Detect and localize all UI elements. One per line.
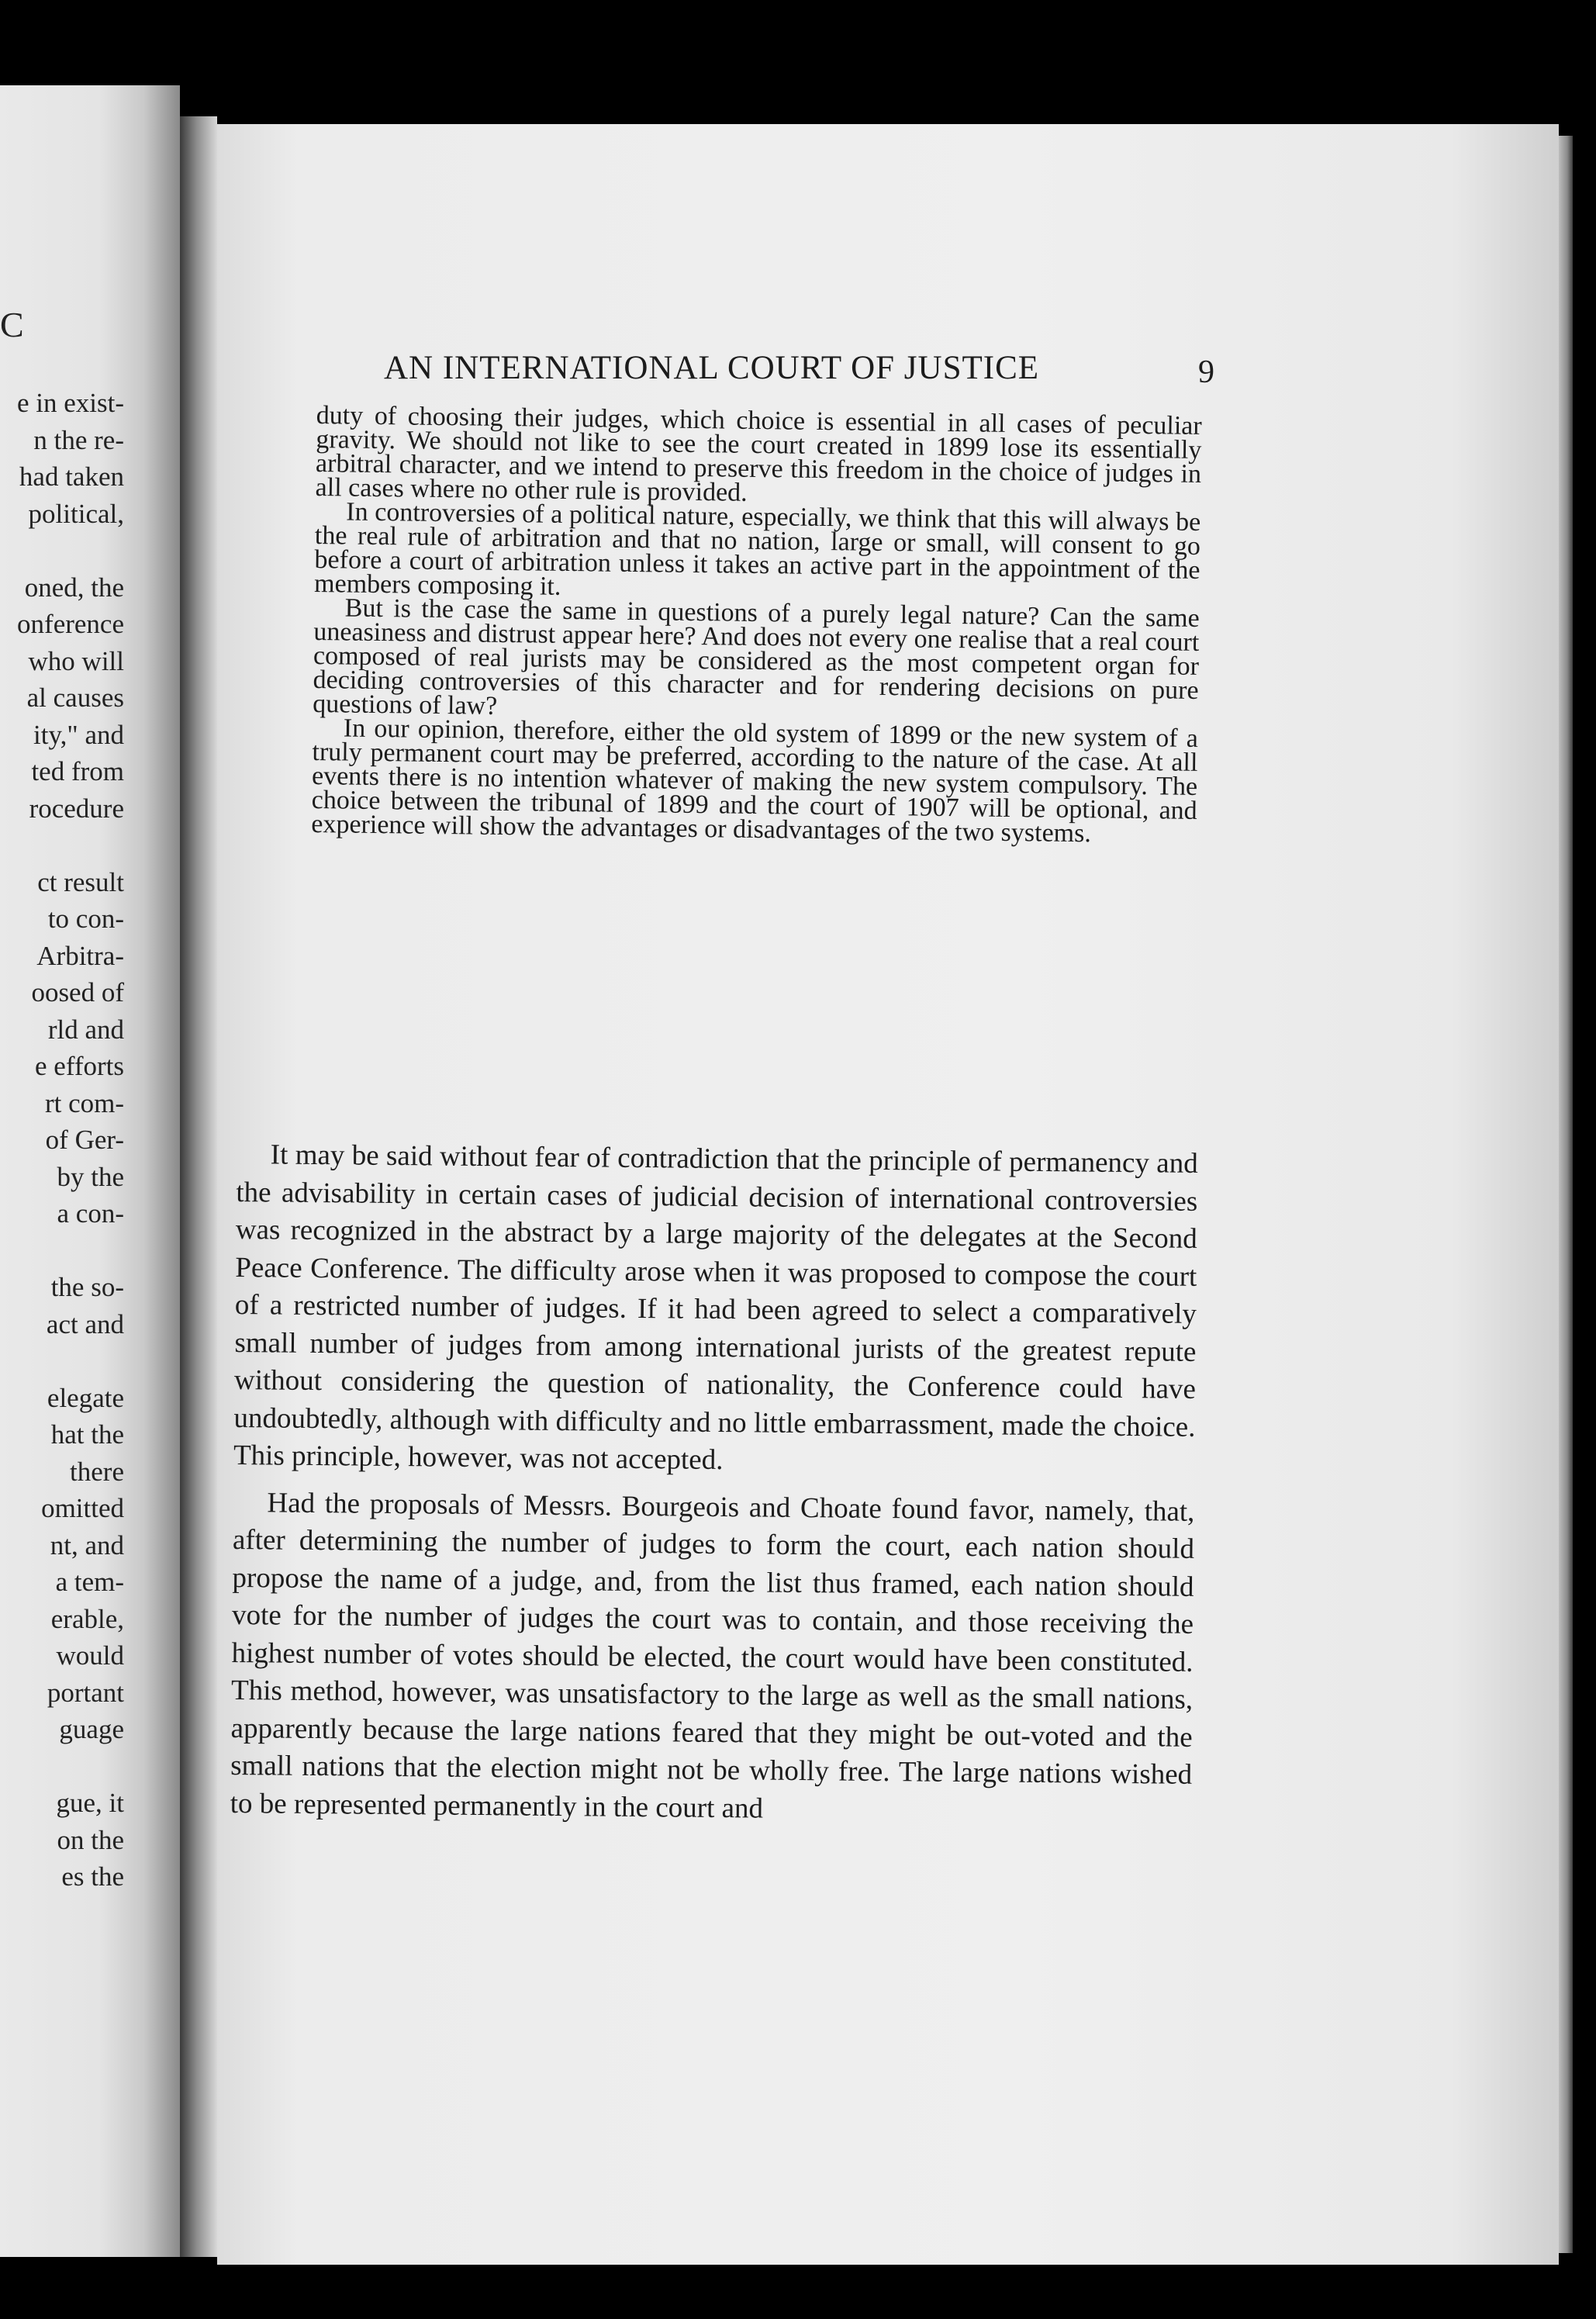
left-page-fragment: by the [57, 1161, 124, 1192]
left-page-fragment: guage [59, 1714, 124, 1744]
left-page-fragment: n the re- [33, 424, 124, 455]
left-page-fragment: oned, the [24, 572, 124, 603]
left-page-fragment: e efforts [35, 1051, 124, 1081]
left-page-fragment: who will [28, 645, 124, 676]
left-page-fragment: erable, [50, 1603, 124, 1634]
left-page-fragment: al causes [26, 683, 124, 713]
left-page [0, 85, 180, 2257]
left-page-fragment: nt, and [50, 1529, 124, 1560]
page-edge [1559, 136, 1573, 2253]
extract-paragraph: duty of choosing their judges, which choice is essential in all cases of peculiar gravity. We should not like to see the court created in 1899 lose its essentially arbitral character, and we intend to preserve this freedom in the choice of judges in all cases where no other rule is provided. [315, 401, 1202, 507]
left-page-fragment: a tem- [55, 1567, 124, 1597]
book-gutter [180, 116, 217, 2257]
left-page-fragment: rld and [47, 1014, 124, 1045]
left-page-fragment: ct result [37, 866, 124, 897]
left-page-fragment: ity," and [33, 719, 124, 750]
left-page-fragment: on the [57, 1824, 124, 1855]
left-page-fragment: would [56, 1640, 124, 1671]
left-page-fragment: elegate [47, 1382, 124, 1413]
extract-paragraph: In controversies of a political nature, especially, we think that this will always be the real rule of arbitration and that no nation, large or small, will consent to go before a court of arbitration unless it takes an active part in the appointment of the members composing it. [313, 497, 1201, 601]
left-page-fragment: portant [47, 1677, 124, 1708]
left-page-fragment: e in exist- [16, 388, 124, 418]
extract-paragraph: In our opinion, therefore, either the old system of 1899 or the new system of a truly permanent court may be preferred, according to the nature of the case. At all events there is no intention whatever of making the new system compulsory. The choice between the tribunal of 1899 and the court of 1907 will be optional, and experience will show the advantages or disadvantages of the two systems. [311, 714, 1199, 848]
left-page-fragment: Arbitra- [36, 940, 124, 971]
left-page-cut-character: C [0, 305, 24, 344]
running-head: AN INTERNATIONAL COURT OF JUSTICE [384, 350, 1040, 386]
left-page-fragment: act and [46, 1308, 124, 1339]
left-page-fragment: a con- [57, 1198, 124, 1229]
left-page-fragment: rocedure [29, 793, 124, 824]
left-page-fragment: hat the [50, 1419, 124, 1450]
page-number: 9 [1198, 354, 1214, 390]
extract-paragraph: But is the case the same in questions of a purely legal nature? Can the same uneasiness and distrust appear here? And does not every one realise that a real court composed of real jurists may be considered as the most competent organ for deciding controversies of this character and for rendering decisions on pure questions of law? [313, 593, 1200, 721]
left-page-fragment: the so- [50, 1272, 124, 1302]
left-page-fragment: omitted [41, 1493, 124, 1523]
body-paragraph: Had the proposals of Messrs. Bourgeois and Choate found favor, namely, that, after determining the number of judges to form the court, each nation should propose the name of a judge, and, from the list thus framed, each nation should vote for the number of judges the court was to contain, and those receiving the highest number of votes should be elected, the court would have been constituted. This method, however, was unsatisfactory to the large as well as the small nations, apparently because the large nations feared that they might be out-voted and the small nations that the election might not be wholly free. The large nations wished to be represented permanently in the court and [230, 1486, 1195, 1825]
body-text [230, 1136, 1198, 1832]
left-page-fragment: had taken [19, 461, 124, 492]
left-page-fragment: rt com- [44, 1087, 124, 1118]
left-page-fragment: political, [28, 498, 124, 529]
left-page-fragment: to con- [47, 904, 124, 934]
right-page [217, 124, 1559, 2265]
left-page-fragment: there [70, 1456, 124, 1487]
left-page-fragment: es the [61, 1861, 124, 1892]
left-page-fragment: of Ger- [45, 1125, 124, 1155]
quoted-extract [311, 403, 1202, 847]
left-page-fragment: onference [17, 609, 124, 639]
body-paragraph: It may be said without fear of contradiction that the principle of permanency and the advisability in certain cases of judicial decision of international controversies was recognized in the abstract by a large majority of the delegates at the Second Peace Conference. The difficulty arose when it was proposed to compose the court of a restricted number of judges. If it had been agreed to select a comparatively small number of judges from among international jurists of the greatest repute without considering the question of nationality, the Conference could have undoubtedly, although with difficulty and no little embarrassment, made the choice. This principle, however, was not accepted. [233, 1139, 1198, 1477]
left-page-fragment: gue, it [56, 1788, 124, 1818]
left-page-fragment: oosed of [31, 977, 124, 1007]
left-page-fragment: ted from [31, 756, 124, 786]
